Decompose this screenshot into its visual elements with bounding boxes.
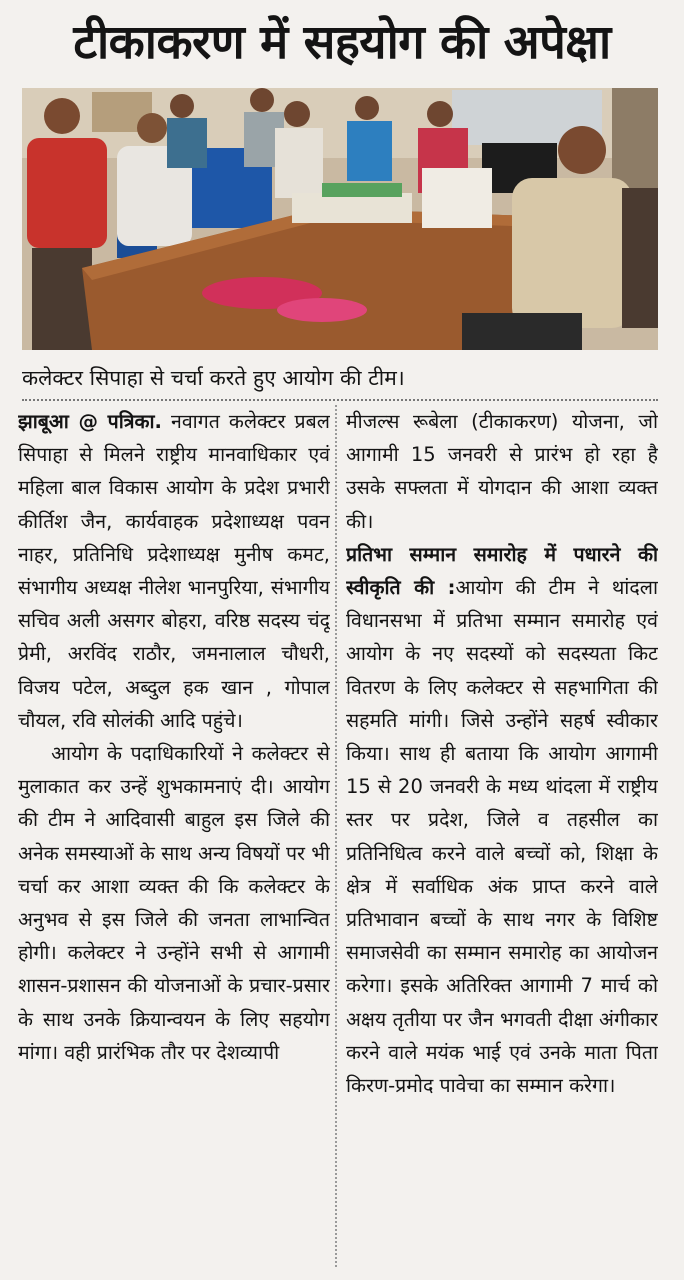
- subheading: प्रतिभा सम्मान समारोह में पधारने की स्वीकृति की :: [346, 542, 658, 600]
- column-divider: [335, 405, 337, 1267]
- meeting-photo-illustration: [22, 88, 658, 350]
- headline: टीकाकरण में सहयोग की अपेक्षा: [73, 15, 611, 70]
- photo-caption: कलेक्टर सिपाहा से चर्चा करते हुए आयोग की टीम।: [22, 366, 405, 390]
- paragraph-4: [346, 538, 658, 1102]
- article-column-left: [18, 405, 330, 1275]
- caption-divider: [22, 399, 658, 401]
- paragraph-2: आयोग के पदाधिकारियों ने कलेक्टर से मुलाकात कर उन्हें शुभकामनाएं दी। आयोग की टीम ने आदिवासी बाहुल इस जिले की अनेक समस्याओं के साथ अन्य विषयों पर भी चर्चा कर आशा व्यक्त की कि कलेक्टर के अनुभव से इस जिले की जनता लाभान्वित होगी। कलेक्टर ने उन्होंने सभी से आगामी शासन-प्रशासन की योजनाओं के प्रचार-प्रसार के साथ उनके क्रियान्वयन के लिए सहयोग मांगा। वही प्रारंभिक तौर पर देशव्यापी: [18, 742, 330, 1064]
- paragraph-1: [18, 405, 330, 737]
- dateline: झाबूआ @ पत्रिका.: [18, 410, 162, 433]
- paragraph-4-text: आयोग की टीम ने थांदला विधानसभा में प्रतिभा सम्मान समारोह एवं आयोग के नए सदस्यों को सदस्यता किट वितरण के लिए कलेक्टर से सहभागिता की सहमति मांगी। जिसे उन्होंने सहर्ष स्वीकार किया। साथ ही बताया कि आयोग आगामी 15 से 20 जनवरी के मध्य थांदला में राष्ट्रीय स्तर पर प्रदेश, जिले व तहसील का प्रतिनिधित्व करने वाले बच्चों को, शिक्षा के क्षेत्र में सर्वाधिक अंक प्राप्त करने वाले प्रतिभावान बच्चों के साथ नगर के विशिष्ट समाजसेवी का सम्मान समारोह का आयोजन करेगा। इसके अतिरिक्त आगामी 7 मार्च को अक्षय तृतीया पर जैन भगवती दीक्षा अंगीकार करने वाले मयंक भाई एवं उनके माता पिता किरण-प्रमोद पावेचा का सम्मान करेगा।: [346, 576, 658, 1098]
- news-photo: [22, 88, 658, 350]
- article-column-right: [346, 405, 658, 1275]
- paragraph-1-text: नवागत कलेक्टर प्रबल सिपाहा से मिलने राष्ट्रीय मानवाधिकार एवं महिला बाल विकास आयोग के प्रदेश प्रभारी कीर्तिश जैन, कार्यवाहक प्रदेशाध्यक्ष पवन नाहर, प्रतिनिधि प्रदेशाध्यक्ष मुनीष कमट, संभागीय अध्यक्ष नीलेश भानपुरिया, संभागीय सचिव अली असगर बोहरा, वरिष्ठ सदस्य चंदू प्रेमी, अरविंद राठौर, जमनालाल चौधरी, विजय पटेल, अब्दुल हक खान , गोपाल चौयल, रवि सोलंकी आदि पहुंचे।: [18, 410, 330, 732]
- paragraph-3: मीजल्स रूबेला (टीकाकरण) योजना, जो आगामी 15 जनवरी से प्रारंभ हो रहा है उसके सफ्लता में योगदान की आशा व्यक्त की।: [346, 410, 658, 533]
